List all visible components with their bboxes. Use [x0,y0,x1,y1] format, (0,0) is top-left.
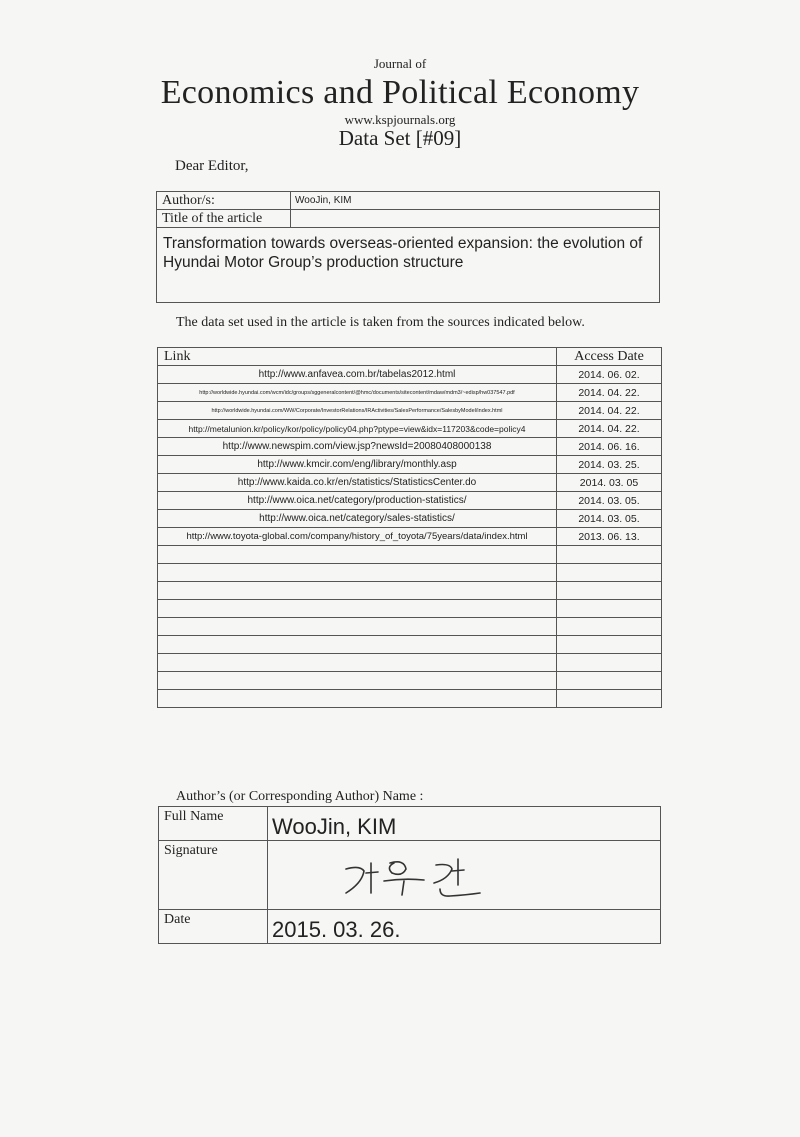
empty-cell [158,564,557,582]
access-date: 2014. 06. 16. [557,438,662,456]
source-link: http://www.kmcir.com/eng/library/monthly.asp [158,456,557,474]
source-link: http://www.newspim.com/view.jsp?newsId=20080408000138 [158,438,557,456]
author-label: Author/s: [157,192,291,210]
access-date: 2014. 03. 05. [557,492,662,510]
empty-cell [557,582,662,600]
table-row [158,492,662,510]
title-label: Title of the article [157,210,291,228]
date-value: 2015. 03. 26. [268,910,661,944]
article-title: Transformation towards overseas-oriented expansion: the evolution of Hyundai Motor Group’s production structure [157,228,660,303]
empty-cell [158,654,557,672]
signature-label: Signature [159,841,268,910]
empty-cell [158,618,557,636]
table-row [158,510,662,528]
empty-cell [557,546,662,564]
empty-cell [557,654,662,672]
author-value: WooJin, KIM [291,192,660,210]
source-link: http://metalunion.kr/policy/kor/policy/policy04.php?ptype=view&idx=117203&code=policy4 [158,420,557,438]
empty-cell [557,618,662,636]
empty-row [158,654,662,672]
access-date: 2014. 03. 25. [557,456,662,474]
handwritten-signature-icon [338,849,498,904]
source-link: http://worldwide.hyundai.com/wcm/idc/groups/sggeneralcontent/@hmc/documents/sitecontent/mdaw/mdm3/~edisp/hw037547.pdf [158,384,557,402]
article-info-table [156,191,660,303]
source-link: http://www.anfavea.com.br/tabelas2012.html [158,366,557,384]
link-header: Link [158,348,557,366]
empty-cell [158,672,557,690]
empty-cell [158,690,557,708]
access-date: 2014. 04. 22. [557,402,662,420]
access-date: 2014. 04. 22. [557,420,662,438]
empty-cell [557,672,662,690]
source-link: http://www.kaida.co.kr/en/statistics/StatisticsCenter.do [158,474,557,492]
empty-cell [557,600,662,618]
intro-text: The data set used in the article is taken from the sources indicated below. [176,315,585,330]
empty-cell [557,690,662,708]
table-row [158,402,662,420]
full-name-value: WooJin, KIM [268,807,661,841]
table-row [158,420,662,438]
empty-row [158,582,662,600]
access-date: 2014. 03. 05. [557,510,662,528]
table-row [158,438,662,456]
date-label: Date [159,910,268,944]
table-row [158,528,662,546]
journal-name: Economics and Political Economy [160,74,640,111]
empty-row [158,564,662,582]
access-date: 2014. 03. 05 [557,474,662,492]
empty-cell [557,564,662,582]
access-date: 2014. 04. 22. [557,384,662,402]
empty-cell [158,546,557,564]
dataset-title: Data Set [#09] [338,126,462,150]
empty-cell [158,582,557,600]
empty-row [158,636,662,654]
table-row [158,474,662,492]
empty-row [158,546,662,564]
empty-cell [158,600,557,618]
journal-url: www.kspjournals.org [344,112,456,127]
empty-row [158,672,662,690]
access-date: 2013. 06. 13. [557,528,662,546]
title-value-empty [291,210,660,228]
table-row [158,456,662,474]
table-row [158,384,662,402]
salutation: Dear Editor, [175,158,249,174]
author-table [158,806,661,944]
sources-table [157,347,662,708]
empty-row [158,690,662,708]
empty-row [158,618,662,636]
source-link: http://www.toyota-global.com/company/history_of_toyota/75years/data/index.html [158,528,557,546]
access-date: 2014. 06. 02. [557,366,662,384]
source-link: http://worldwide.hyundai.com/WW/Corporate/InvestorRelations/IRActivities/SalesPerformance/SalesbyModel/index.html [158,402,557,420]
empty-cell [557,636,662,654]
empty-cell [158,636,557,654]
journal-of-label: Journal of [373,56,427,71]
full-name-label: Full Name [159,807,268,841]
table-row [158,366,662,384]
empty-row [158,600,662,618]
author-heading: Author’s (or Corresponding Author) Name : [176,789,424,804]
access-date-header: Access Date [557,348,662,366]
signature-cell [268,841,661,910]
source-link: http://www.oica.net/category/sales-statistics/ [158,510,557,528]
source-link: http://www.oica.net/category/production-statistics/ [158,492,557,510]
